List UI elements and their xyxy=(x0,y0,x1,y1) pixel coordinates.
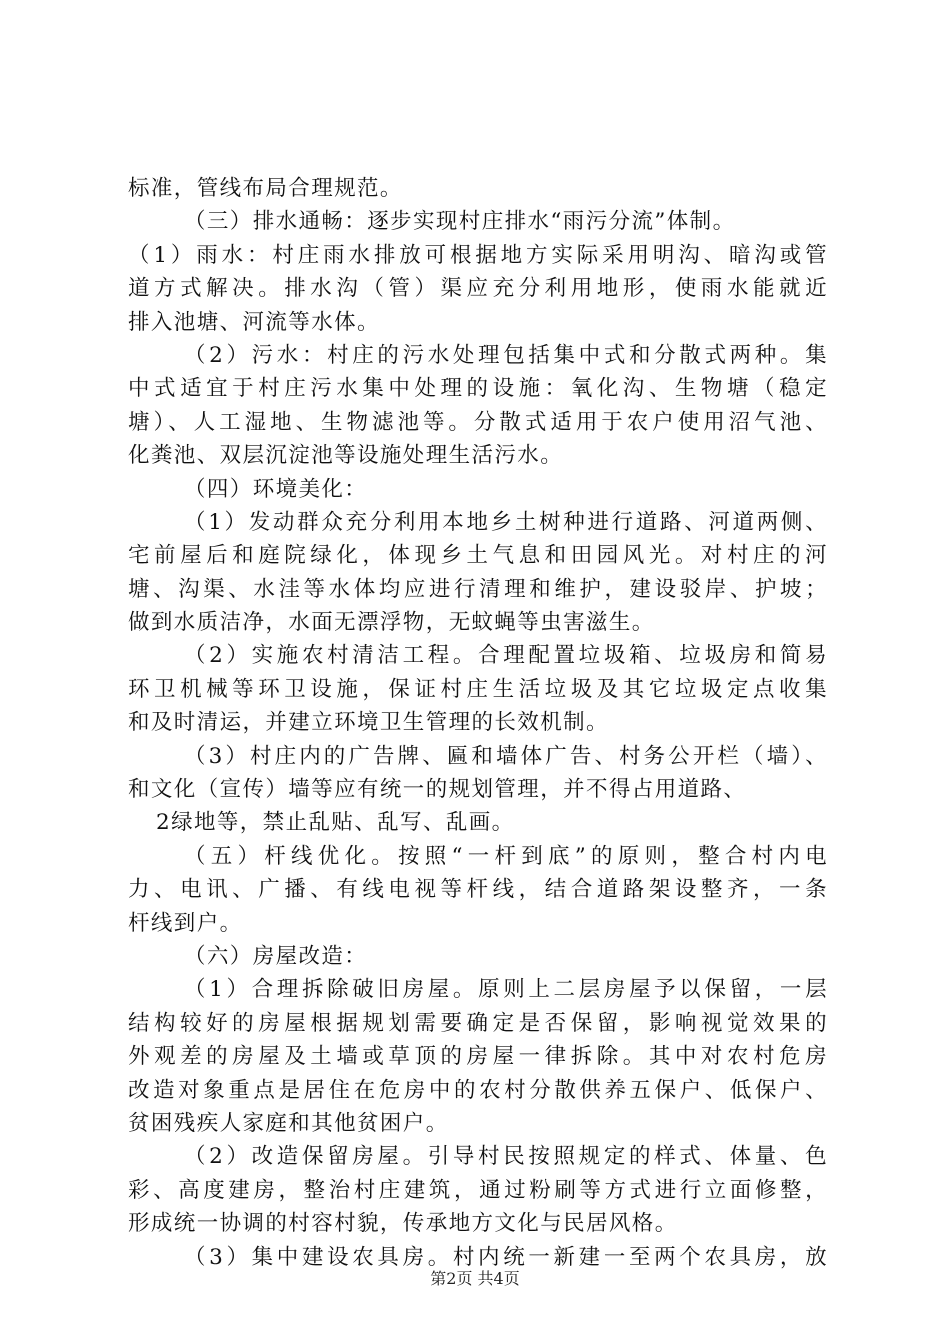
text-line: 和文化（宣传）墙等应有统一的规划管理，并不得占用道路、 xyxy=(128,777,747,803)
text-line: 中式适宜于村庄污水集中处理的设施：氧化沟、生物塘（稳定 xyxy=(128,376,828,402)
text-line: 排入池塘、河流等水体。 xyxy=(128,309,380,335)
text-line: 力、电讯、广播、有线电视等杆线，结合道路架设整齐，一条 xyxy=(128,877,828,903)
text-line: （五）杆线优化。按照“一杆到底”的原则，整合村内电 xyxy=(184,843,828,869)
text-line: 塘、沟渠、水洼等水体均应进行清理和维护，建设驳岸、护坡； xyxy=(128,576,828,602)
text-line: 标准，管线布局合理规范。 xyxy=(128,176,403,201)
text-line: 塘）、人工湿地、生物滤池等。分散式适用于农户使用沼气池、 xyxy=(128,409,828,435)
text-line: 道方式解决。排水沟（管）渠应充分利用地形，使雨水能就近 xyxy=(128,276,828,302)
text-line: 外观差的房屋及土墙或草顶的房屋一律拆除。其中对农村危房 xyxy=(128,1044,828,1070)
text-line: 环卫机械等环卫设施，保证村庄生活垃圾及其它垃圾定点收集 xyxy=(128,676,828,702)
text-line: 做到水质洁净，水面无漂浮物，无蚊蝇等虫害滋生。 xyxy=(128,610,655,636)
document-body xyxy=(128,172,828,1274)
text-line: 彩、高度建房，整治村庄建筑，通过粉刷等方式进行立面修整， xyxy=(128,1177,828,1203)
text-line: （3）村庄内的广告牌、匾和墙体广告、村务公开栏（墙）、 xyxy=(184,743,828,769)
text-line: （3）集中建设农具房。村内统一新建一至两个农具房，放 xyxy=(184,1244,828,1270)
text-line: 结构较好的房屋根据规划需要确定是否保留，影响视觉效果的 xyxy=(128,1010,828,1036)
text-line: 和及时清运，并建立环境卫生管理的长效机制。 xyxy=(128,710,609,736)
page-footer: 第2页 共4页 xyxy=(430,1269,520,1288)
text-line: （1）雨水：村庄雨水排放可根据地方实际采用明沟、暗沟或管 xyxy=(128,242,828,268)
text-line: 贫困残疾人家庭和其他贫困户。 xyxy=(128,1110,449,1136)
text-line: 2绿地等，禁止乱贴、乱写、乱画。 xyxy=(156,810,515,836)
text-line: 宅前屋后和庭院绿化，体现乡土气息和田园风光。对村庄的河 xyxy=(128,543,828,569)
text-line: （2）污水：村庄的污水处理包括集中式和分散式两种。集 xyxy=(184,342,828,368)
text-line: （2）改造保留房屋。引导村民按照规定的样式、体量、色 xyxy=(184,1144,828,1170)
text-line: 杆线到户。 xyxy=(128,910,243,936)
text-line: （四）环境美化： xyxy=(184,476,368,502)
text-line: （2）实施农村清洁工程。合理配置垃圾箱、垃圾房和简易 xyxy=(184,643,828,669)
text-line: （1）发动群众充分利用本地乡土树种进行道路、河道两侧、 xyxy=(184,509,828,535)
text-line: （1）合理拆除破旧房屋。原则上二层房屋予以保留，一层 xyxy=(184,977,828,1003)
text-line: （六）房屋改造： xyxy=(184,943,368,969)
text-line: 化粪池、双层沉淀池等设施处理生活污水。 xyxy=(128,443,564,469)
text-line: 改造对象重点是居住在危房中的农村分散供养五保户、低保户、 xyxy=(128,1077,828,1103)
text-line: 形成统一协调的村容村貌，传承地方文化与民居风格。 xyxy=(128,1211,678,1237)
text-line: （三）排水通畅：逐步实现村庄排水“雨污分流”体制。 xyxy=(184,209,736,235)
